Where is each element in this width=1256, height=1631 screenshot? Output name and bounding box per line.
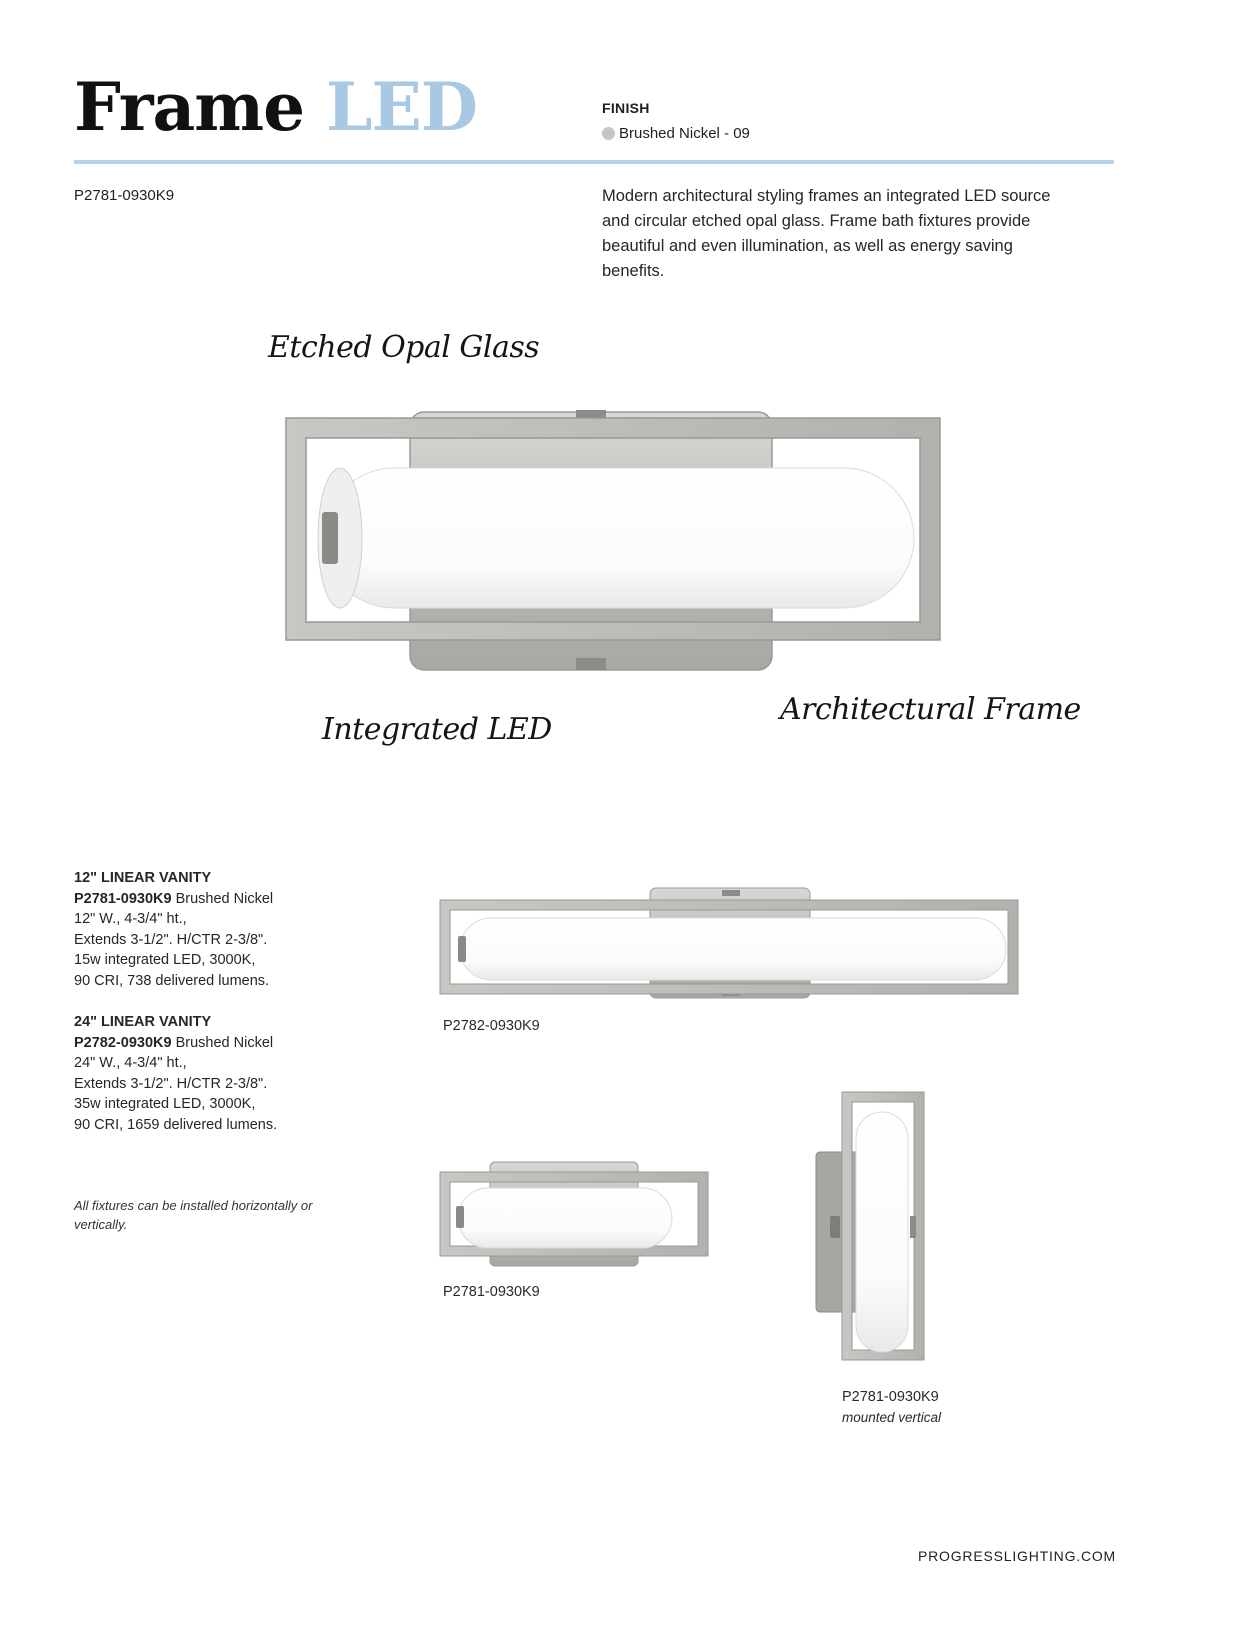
annotation-etched-opal-glass: Etched Opal Glass xyxy=(268,330,540,365)
spec-line: 12" W., 4-3/4" ht., xyxy=(74,911,187,927)
installation-note: All fixtures can be installed horizontally or vertically. xyxy=(74,1198,313,1232)
spec-heading: 12" LINEAR VANITY xyxy=(74,870,212,886)
fixture-vertical-image xyxy=(814,1090,926,1362)
annotation-architectural-frame: Architectural Frame xyxy=(780,692,1081,727)
spec-finish: Brushed Nickel xyxy=(171,1034,274,1051)
fixture-24in-image xyxy=(440,886,1020,1002)
finish-label: FINISH xyxy=(602,100,650,116)
spec-line: 90 CRI, 1659 delivered lumens. xyxy=(74,1116,278,1133)
finish-swatch-icon xyxy=(602,127,615,140)
spec-sku: P2782-0930K9 xyxy=(74,1034,172,1051)
spec-finish: Brushed Nickel xyxy=(171,890,274,907)
finish-value-row xyxy=(602,125,750,142)
spec-sku: P2781-0930K9 xyxy=(74,890,172,907)
spec-block-24in xyxy=(74,1012,324,1135)
hero-fixture-image xyxy=(286,410,942,678)
spec-line: 24" W., 4-3/4" ht., xyxy=(74,1055,187,1071)
spec-line: 90 CRI, 738 delivered lumens. xyxy=(74,972,270,989)
header-divider xyxy=(74,160,1114,164)
spec-line: 35w integrated LED, 3000K, xyxy=(74,1096,256,1112)
title-word-led: LED xyxy=(326,68,477,146)
caption-vertical-sub: mounted vertical xyxy=(842,1410,942,1425)
fixture-12in-image xyxy=(440,1160,710,1270)
header-sku: P2781-0930K9 xyxy=(74,187,175,204)
footer-website: PROGRESSLIGHTING.COM xyxy=(918,1548,1117,1564)
spec-line: 15w integrated LED, 3000K, xyxy=(74,952,256,968)
spec-line: Extends 3-1/2". H/CTR 2-3/8". xyxy=(74,1075,268,1092)
spec-block-12in xyxy=(74,868,324,991)
title-word-frame: Frame xyxy=(74,68,305,146)
annotation-integrated-led: Integrated LED xyxy=(322,712,552,747)
spec-line: Extends 3-1/2". H/CTR 2-3/8". xyxy=(74,931,268,948)
product-description: Modern architectural styling frames an integrated LED source and circular etched opal glass. Frame bath fixtures provide beautiful and even illumination, as well as energy saving benefits. xyxy=(602,187,1051,280)
caption-24in: P2782-0930K9 xyxy=(443,1018,540,1034)
finish-value: Brushed Nickel - 09 xyxy=(619,125,750,142)
caption-12in: P2781-0930K9 xyxy=(443,1284,540,1300)
caption-vertical: P2781-0930K9 xyxy=(842,1389,939,1405)
spec-heading: 24" LINEAR VANITY xyxy=(74,1014,212,1030)
page-title xyxy=(74,68,477,146)
